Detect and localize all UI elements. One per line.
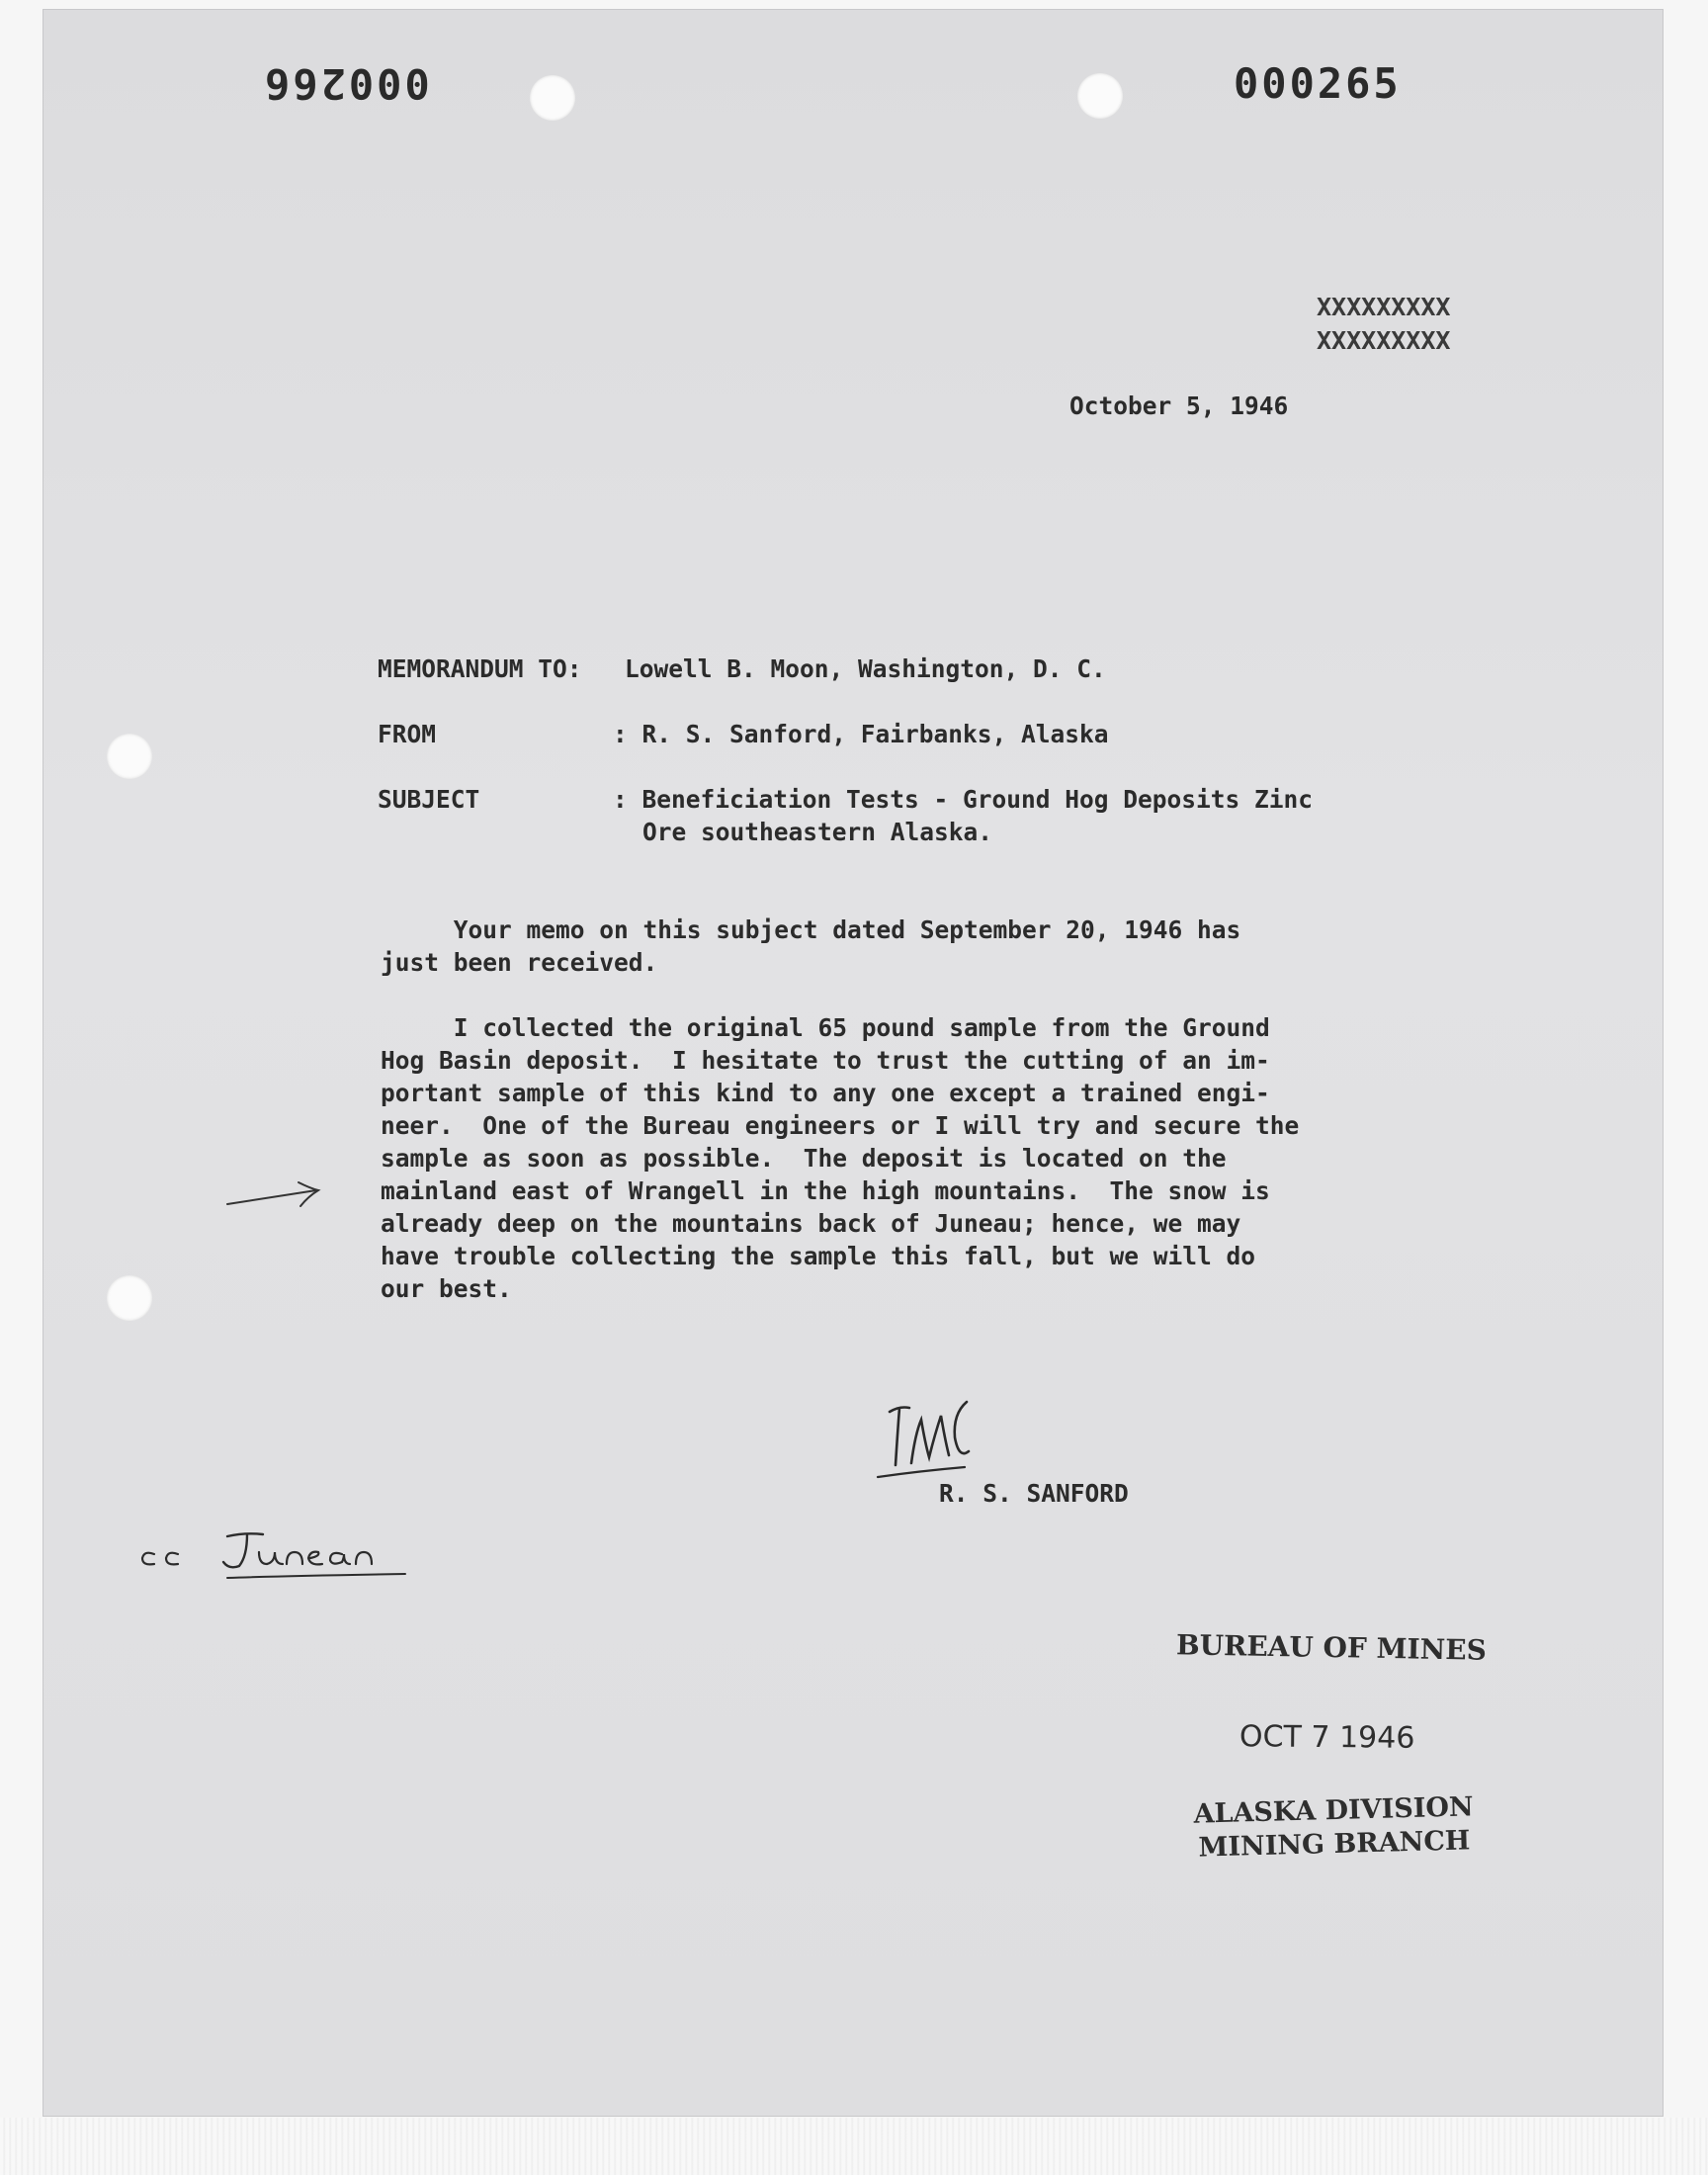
stamp-division-line-1: ALASKA DIVISION: [1193, 1791, 1474, 1830]
typed-signature-name: R. S. SANFORD: [939, 1479, 1129, 1508]
subject-value-line-2: Ore southeastern Alaska.: [642, 818, 993, 846]
from-label: FROM: [378, 720, 437, 748]
page-number: 000265: [1234, 59, 1402, 108]
scan-edge: [0, 2118, 1708, 2175]
punch-hole-top-right: [1077, 73, 1123, 119]
handwritten-cc-juneau: [136, 1522, 453, 1592]
struck-out-text-line-1: XXXXXXXXX: [1317, 293, 1451, 321]
stamp-received-date: OCT 7 1946: [1238, 1719, 1415, 1756]
to-value: Lowell B. Moon, Washington, D. C.: [625, 654, 1106, 683]
memo-date: October 5, 1946: [1069, 392, 1289, 420]
stamp-organization: BUREAU OF MINES: [1175, 1628, 1488, 1667]
body-paragraph-2: I collected the original 65 pound sample from the Ground Hog Basin deposit. I hesitate to trust the cutting of an im- portant sample of this kind to any one except a trained engi- neer. One of the Bureau engineers or I will try and secure the sample as soon as possible. The deposit is located on the mainland east of Wrangell in the high mountains. The snow is already deep on the mountains back of Juneau; hence, we may have trouble collecting the sample this fall, but we will do our best.: [381, 1013, 1300, 1303]
from-value: : R. S. Sanford, Fairbanks, Alaska: [613, 720, 1109, 748]
subject-value-line-1: : Beneficiation Tests - Ground Hog Deposits Zinc: [613, 785, 1314, 814]
punch-hole-side-lower: [107, 1275, 152, 1321]
stamp-division: [1193, 1790, 1475, 1865]
stamp-division-line-2: MINING BRANCH: [1198, 1825, 1471, 1864]
punch-hole-top-left: [530, 75, 575, 121]
handwritten-arrow-icon: [225, 1176, 324, 1216]
body-paragraph-1: Your memo on this subject dated September 20, 1946 has just been received.: [381, 915, 1241, 977]
subject-label: SUBJECT: [378, 785, 480, 814]
punch-hole-side-upper: [107, 734, 152, 779]
page-number-inverted: 000266: [262, 59, 430, 108]
struck-out-text-line-2: XXXXXXXXX: [1317, 326, 1451, 355]
to-label: MEMORANDUM TO:: [378, 654, 582, 683]
